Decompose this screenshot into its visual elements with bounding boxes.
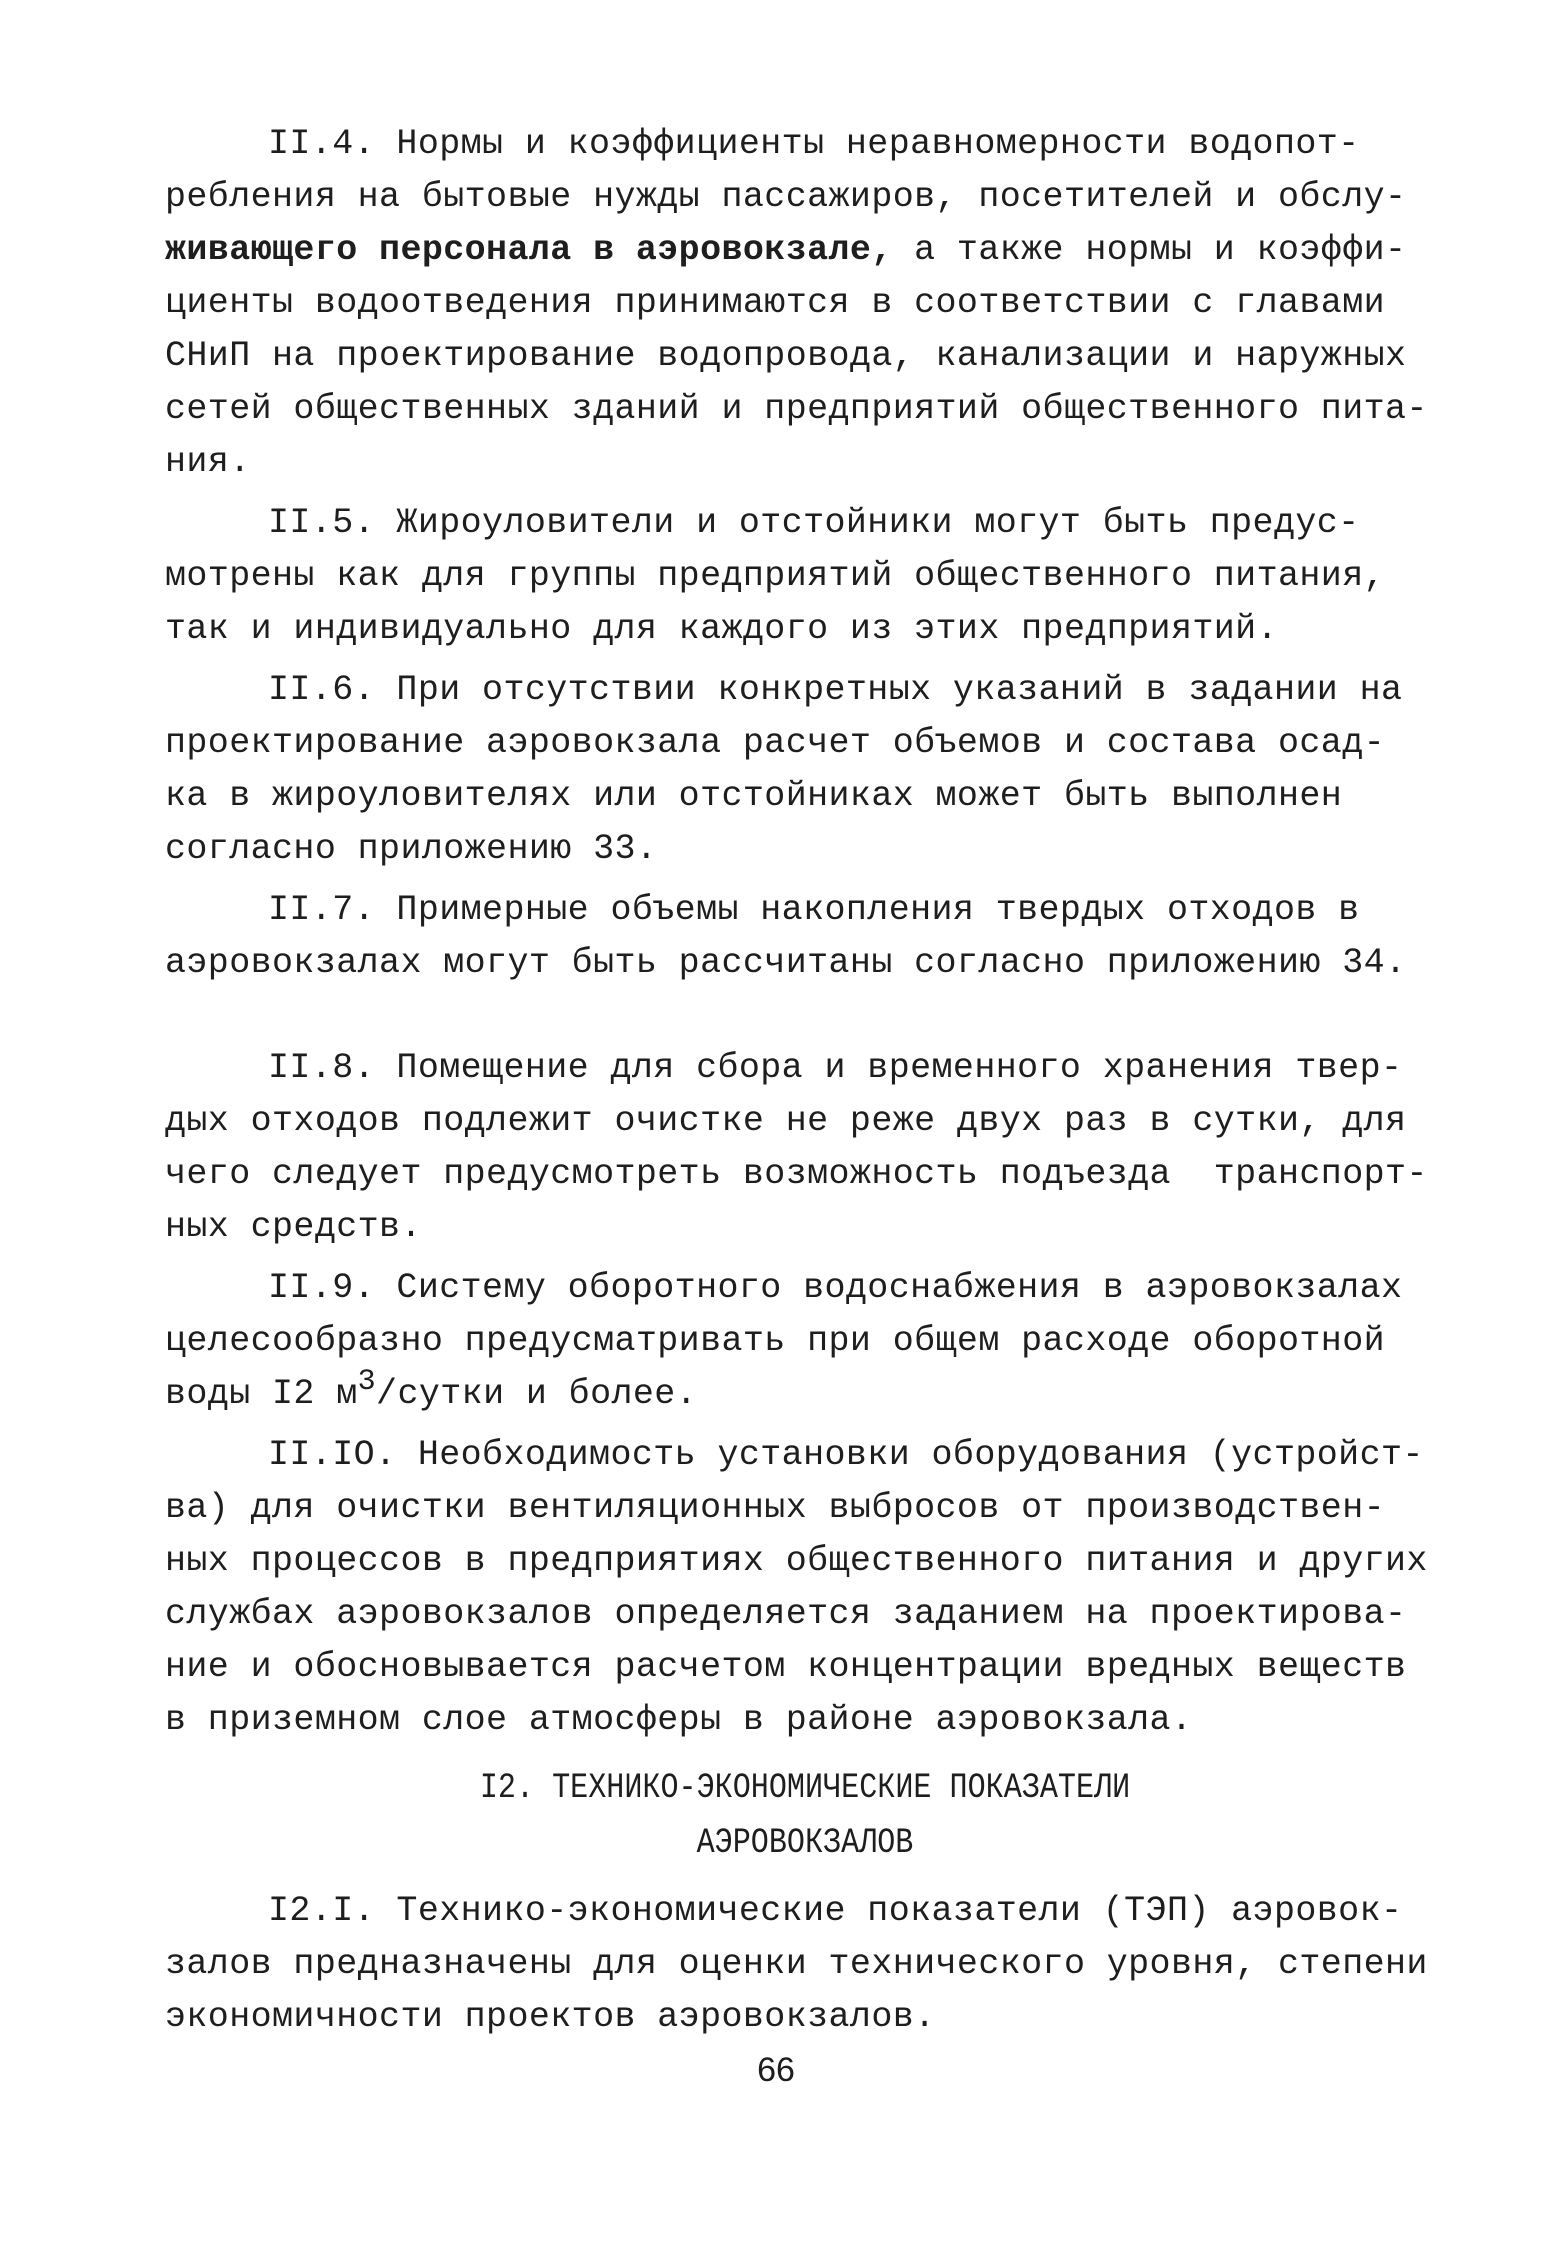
text-line <box>165 224 1405 277</box>
text-line: дых отходов подлежит очистке не реже двух раз в сутки, для <box>165 1101 1407 1141</box>
text-fragment: воды I2 м <box>165 1374 358 1414</box>
text-line: II.7. Примерные объемы накопления твердых отходов в <box>268 890 1360 930</box>
text-line: чего следует предусмотреть возможность подъезда транспорт- <box>165 1154 1428 1194</box>
text-line: так и индивидуально для каждого из этих предприятий. <box>165 609 1278 649</box>
text-line: проектирование аэровокзала расчет объемов и состава осад- <box>165 723 1385 763</box>
text-line: II.6. При отсутствии конкретных указаний в задании на <box>268 670 1403 710</box>
text-line: мотрены как для группы предприятий общественного питания, <box>165 556 1385 596</box>
paragraph-11-4 <box>165 118 1428 489</box>
text-line: ребления на бытовые нужды пассажиров, посетителей и обслу- <box>165 177 1407 217</box>
text-line: ка в жироуловителях или отстойниках может быть выполнен <box>165 776 1343 816</box>
superscript: 3 <box>357 1365 377 1399</box>
text-line: залов предназначены для оценки технического уровня, степени <box>165 1944 1428 1984</box>
text-line: согласно приложению 33. <box>165 829 658 869</box>
text-line: экономичности проектов аэровокзалов. <box>165 1997 936 2037</box>
text-line: целесообразно предусматривать при общем расходе оборотной <box>165 1321 1385 1361</box>
text-line: ва) для очистки вентиляционных выбросов от производствен- <box>165 1488 1385 1528</box>
text-line: ных средств. <box>165 1207 422 1247</box>
text-line: службах аэровокзалов определяется заданием на проектирова- <box>165 1594 1407 1634</box>
section-heading: I2. ТЕХНИКО-ЭКОНОМИЧЕСКИЕ ПОКАЗАТЕЛИ <box>479 1768 1131 1808</box>
text-line: сетей общественных зданий и предприятий общественного пита- <box>165 389 1428 429</box>
text-line: II.4. Нормы и коэффициенты неравномерности водопот- <box>268 124 1360 164</box>
paragraph-11-9 <box>165 1262 1405 1421</box>
text-line: в приземном слое атмосферы в районе аэровокзала. <box>165 1700 1193 1740</box>
section-12-heading <box>165 1761 1405 1871</box>
text-fragment: /сутки и более. <box>376 1374 698 1414</box>
paragraph-11-10 <box>165 1429 1428 1747</box>
text-fragment: а также нормы и коэффи- <box>892 230 1407 270</box>
text-line <box>165 1365 1405 1421</box>
paragraph-11-7 <box>165 884 1405 990</box>
text-line: СНиП на проектирование водопровода, канализации и наружных <box>165 336 1407 376</box>
paragraph-11-6 <box>165 664 1405 876</box>
text-line: II.IO. Необходимость установки оборудования (устройст- <box>268 1435 1424 1475</box>
text-line: ния. <box>165 442 251 482</box>
text-line: I2.I. Технико-экономические показатели (ТЭП) аэровок- <box>268 1891 1403 1931</box>
text-line: II.9. Систему оборотного водоснабжения в аэровокзалах <box>268 1268 1403 1308</box>
paragraph-12-1 <box>165 1885 1428 2044</box>
text-line: ние и обосновывается расчетом концентрации вредных веществ <box>165 1647 1407 1687</box>
section-heading: АЭРОВОКЗАЛОВ <box>696 1823 914 1863</box>
text-line: II.5. Жироуловители и отстойники могут быть предус- <box>268 503 1360 543</box>
text-line: аэровокзалах могут быть рассчитаны согласно приложению 34. <box>165 943 1407 983</box>
paragraph-11-8 <box>165 1042 1428 1254</box>
bold-text: живающего персонала в аэровокзале, <box>165 230 893 270</box>
text-line: ных процессов в предприятиях общественного питания и других <box>165 1541 1428 1581</box>
page-body <box>165 118 1428 2044</box>
text-line: II.8. Помещение для сбора и временного хранения твер- <box>268 1048 1403 1088</box>
paragraph-11-5 <box>165 497 1405 656</box>
text-line: циенты водоотведения принимаются в соответствии с главами <box>165 283 1385 323</box>
page-number: 66 <box>757 2051 795 2089</box>
